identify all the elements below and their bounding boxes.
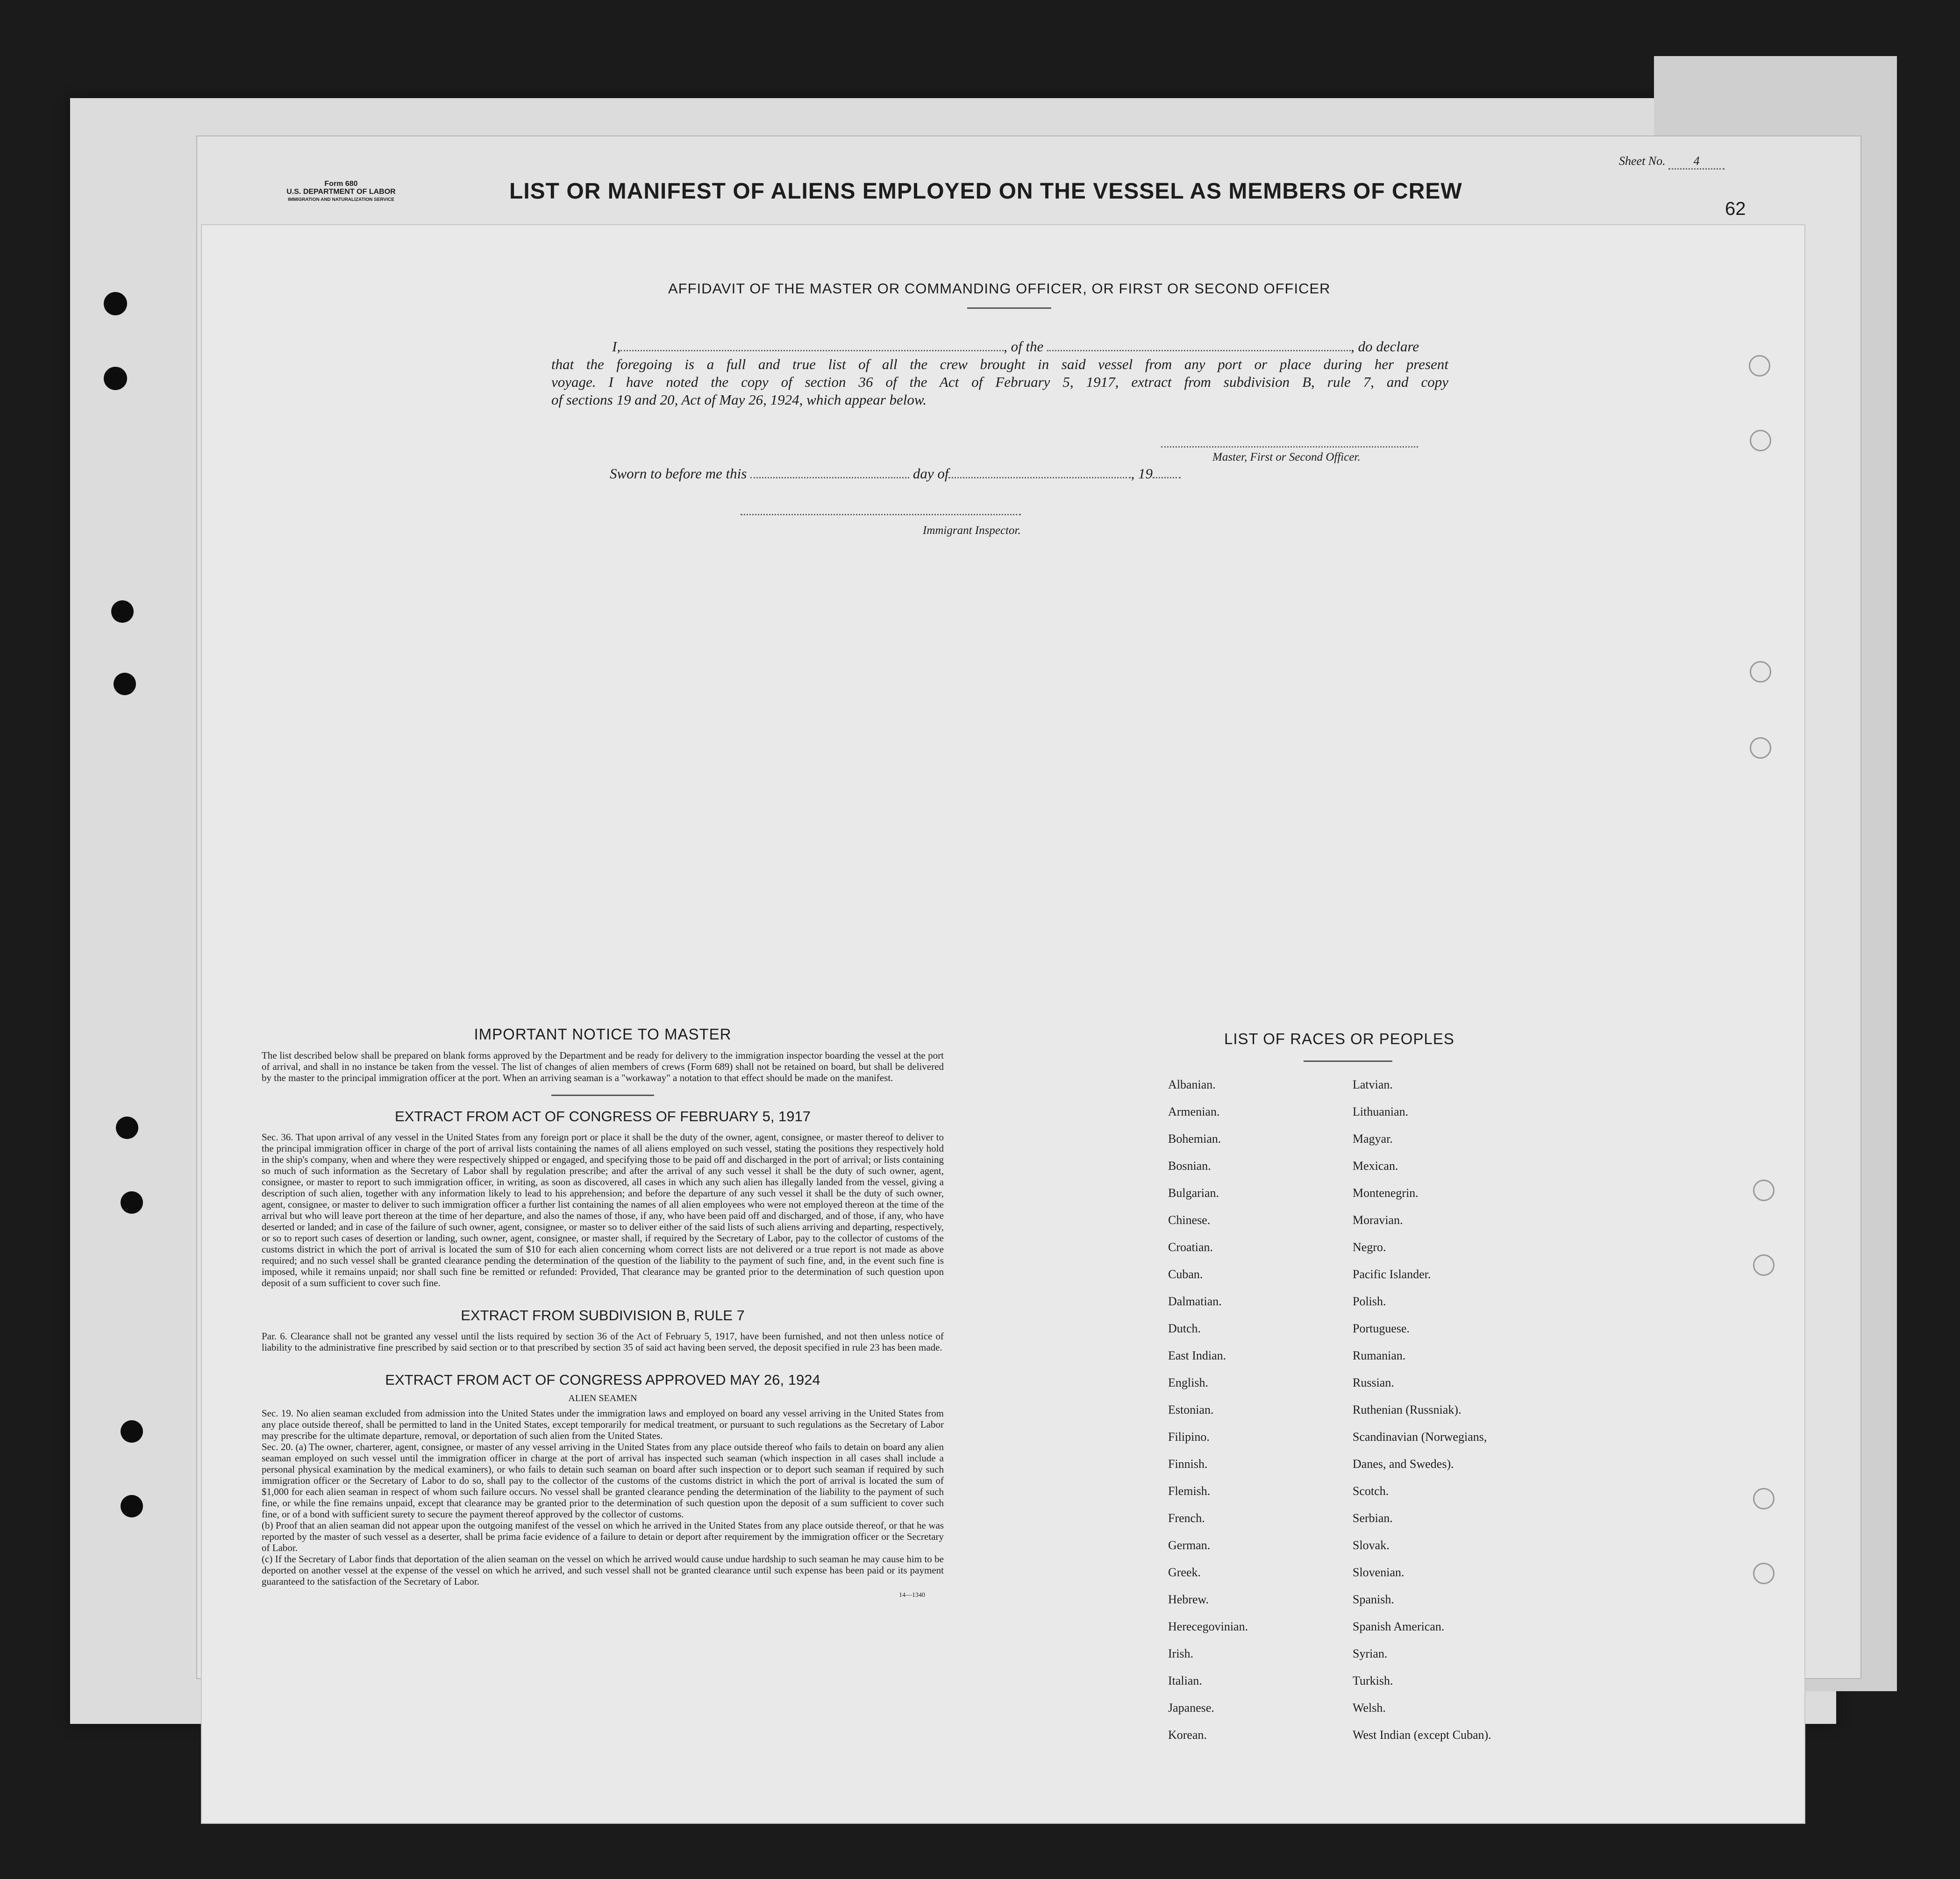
race-item: English.: [1168, 1376, 1208, 1389]
alien-seamen-subtitle: ALIEN SEAMEN: [568, 1393, 637, 1403]
races-column-1: [1168, 1071, 1248, 1749]
race-item: Croatian.: [1168, 1240, 1213, 1254]
extract-rule7-text: Par. 6. Clearance shall not be granted any vessel until the lists required by section 36 of the Act of February 5, 1917, have been furnished, and not then unless notice of liability to the administrative fine prescribed by said section or to that prescribed by section 35 of said act having been served, the deposit specified in rule 23 has been made.: [262, 1331, 944, 1353]
extract-1917-title: EXTRACT FROM ACT OF CONGRESS OF FEBRUARY 5, 1917: [394, 1108, 811, 1125]
legal-extracts: [262, 1025, 944, 1599]
race-item: Hebrew.: [1168, 1593, 1209, 1606]
divider: [551, 1095, 654, 1096]
race-item: Scotch.: [1353, 1484, 1389, 1498]
punch-hole: [116, 1117, 138, 1139]
race-item: Russian.: [1353, 1376, 1394, 1389]
affidavit-body: [551, 338, 1448, 409]
race-item: Danes, and Swedes).: [1353, 1457, 1454, 1471]
race-item: Magyar.: [1353, 1132, 1393, 1146]
notice-title: IMPORTANT NOTICE TO MASTER: [474, 1025, 732, 1043]
sheet-number-field: [1619, 154, 1725, 170]
affidavit-line-4: of sections 19 and 20, Act of May 26, 1924, which appear below.: [551, 391, 927, 408]
race-item: Korean.: [1168, 1728, 1207, 1742]
race-item: Portuguese.: [1353, 1322, 1410, 1335]
race-item: Filipino.: [1168, 1430, 1210, 1444]
punch-hole: [1753, 1180, 1775, 1201]
punch-hole: [1753, 1563, 1775, 1584]
race-item: Albanian.: [1168, 1078, 1216, 1091]
race-item: Finnish.: [1168, 1457, 1208, 1471]
master-signature-line: [1161, 446, 1418, 448]
race-item: Chinese.: [1168, 1213, 1211, 1227]
punch-hole: [114, 673, 136, 695]
punch-hole: [1750, 737, 1771, 759]
sheet-number-value: 4: [1668, 154, 1725, 170]
race-item: Flemish.: [1168, 1484, 1211, 1498]
vessel-name-field: [1047, 350, 1351, 351]
punch-hole: [121, 1191, 143, 1214]
manifest-title: LIST OR MANIFEST OF ALIENS EMPLOYED ON THE VESSEL AS MEMBERS OF CREW: [509, 179, 1462, 204]
department-name: U.S. DEPARTMENT OF LABOR: [286, 188, 396, 196]
race-item: German.: [1168, 1538, 1211, 1552]
race-item: Welsh.: [1353, 1701, 1386, 1715]
race-item: Syrian.: [1353, 1647, 1388, 1660]
race-item: Cuban.: [1168, 1267, 1203, 1281]
punch-hole: [104, 292, 127, 315]
extract-1924-title: EXTRACT FROM ACT OF CONGRESS APPROVED MAY 26, 1924: [385, 1372, 820, 1388]
punch-hole: [1750, 430, 1771, 451]
punch-hole: [1750, 661, 1771, 683]
race-item: Moravian.: [1353, 1213, 1403, 1227]
sworn-line: Sworn to before me this day of , 19: [610, 465, 1181, 482]
race-item: Polish.: [1353, 1295, 1386, 1308]
race-item: Negro.: [1353, 1240, 1386, 1254]
race-item: Serbian.: [1353, 1511, 1393, 1525]
races-title: LIST OF RACES OR PEOPLES: [1224, 1030, 1454, 1047]
races-column-2: [1353, 1071, 1491, 1749]
race-item: Rumanian.: [1353, 1349, 1406, 1362]
affidavit-line-3: voyage. I have noted the copy of section 36 of the Act of February 5, 1917, extract from subdivision B, rule 7, and copy: [551, 374, 1448, 390]
master-signature-label: Master, First or Second Officer.: [1212, 451, 1361, 463]
extract-1917-text: Sec. 36. That upon arrival of any vessel in the United States from any foreign port or place it shall be the duty of the owner, agent, consignee, or master thereof to deliver to the principal immigration officer in charge of the port of arrival lists containing the names of all aliens employed on such vessel, stating the positions they respectively hold in the ship's company, when and where they were respectively shipped or engaged, and specifying those to be paid off and discharged in the port of arrival; or lists containing so much of such information as the Secretary of Labor shall by regulation prescribe; and after the arrival of any such vessel it shall be the duty of such owner, agent, consignee, or master to report to such immigration officer, in writing, as soon as discovered, all cases in which any such alien has illegally landed from the vessel, giving a description of such alien, together with any information likely to lead to his apprehension; and before the departure of any such vessel it shall be the duty of such owner, agent, consignee, or master to deliver to such immigration officer a further list containing the names of all alien employees who were not employed thereon at the time of the arrival but who will leave port thereon at the time of her departure, and also the names of those, if any, who have been paid off and discharged, and of those, if any, who have deserted or landed; and in case of the failure of such owner, agent, consignee, or master so to deliver either of the said lists of such aliens arriving and departing, respectively, or so to report such cases of desertion or landing, such owner, agent, consignee, or master shall, if required by the Secretary of Labor, pay to the collector of customs of the customs district in which the port of arrival is located the sum of $10 for each alien concerning whom correct lists are not delivered or a true report is not made as above required; and no such vessel shall be granted clearance pending the determination of the question of the liability to the payment of such fine, and, in the event such fine is imposed, while it remains unpaid; nor shall such fine be remitted or refunded: Provided, That clearance may be granted prior to the determination of such question upon deposit of a sum sufficient to cover such fine.: [262, 1132, 944, 1288]
sworn-day-field: [750, 477, 909, 478]
punch-hole: [121, 1495, 143, 1517]
affidavit-title: AFFIDAVIT OF THE MASTER OR COMMANDING OFFICER, OR FIRST OR SECOND OFFICER: [668, 280, 1331, 297]
form-number: Form 680: [324, 180, 358, 188]
race-item: Ruthenian (Russniak).: [1353, 1403, 1461, 1416]
punch-hole: [104, 367, 127, 390]
extract-1924-sec20a: Sec. 20. (a) The owner, charterer, agent, consignee, or master of any vessel arriving in the United States from any place outside thereof who fails to detain on board any alien seaman employed on such vessel until the immigration officer in charge at the port of arrival has inspected such seaman (which inspection in all cases shall include a personal physical examination by the medical examiners), or who fails to detain such seaman on board after such inspection or to deport such seaman if required by such immigration officer or the Secretary of Labor to do so, shall pay to the collector of the customs of the customs district in which the port of arrival is located the sum of $1,000 for each alien seaman in respect of whom such failure occurs. No vessel shall be granted clearance pending the determination of the liability to the payment of such fine, or while the fine remains unpaid, except that clearance may be granted prior to the determination of such question upon the deposit of a sum sufficient to cover such fine, or of a bond with sufficient surety to secure the payment thereof approved by the collector of customs.: [262, 1441, 944, 1520]
race-item: Spanish.: [1353, 1593, 1394, 1606]
race-item: Dalmatian.: [1168, 1295, 1222, 1308]
race-item: Spanish American.: [1353, 1620, 1445, 1633]
race-item: Lithuanian.: [1353, 1105, 1409, 1118]
punch-hole: [1753, 1254, 1775, 1276]
sheet-number-label: Sheet No.: [1619, 154, 1666, 168]
race-item: Slovenian.: [1353, 1566, 1404, 1579]
race-item: Armenian.: [1168, 1105, 1220, 1118]
extract-1924-sec19: Sec. 19. No alien seaman excluded from admission into the United States under the immigration laws and employed on board any vessel arriving in the United States from any place outside thereof, shall be permitted to land in the United States, except temporarily for medical treatment, or pursuant to such regulations as the Secretary of Labor may prescribe for the ultimate departure, removal, or deportation of such alien from the United States.: [262, 1408, 944, 1441]
extract-1924-sec20b: (b) Proof that an alien seaman did not appear upon the outgoing manifest of the vessel on which he arrived in the United States from any place outside thereof, or that he was reported by the master of such vessel as a deserter, shall be prima facie evidence of a failure to detain or deport after requirement by the immigration officer or the Secretary of Labor.: [262, 1520, 944, 1553]
race-item: French.: [1168, 1511, 1205, 1525]
race-item: Dutch.: [1168, 1322, 1201, 1335]
extract-rule7-title: EXTRACT FROM SUBDIVISION B, RULE 7: [461, 1307, 745, 1324]
race-item: Latvian.: [1353, 1078, 1393, 1091]
page-number: 62: [1725, 199, 1746, 219]
race-item: East Indian.: [1168, 1349, 1226, 1362]
inspector-signature-label: Immigrant Inspector.: [923, 524, 1021, 537]
sworn-month-field: [948, 477, 1131, 478]
inspector-signature-line: [741, 514, 1021, 515]
race-item: Estonian.: [1168, 1403, 1214, 1416]
race-item: Italian.: [1168, 1674, 1202, 1687]
race-item: Turkish.: [1353, 1674, 1393, 1687]
race-item: Herecegovinian.: [1168, 1620, 1248, 1633]
race-item: Bohemian.: [1168, 1132, 1221, 1146]
punch-hole: [1749, 355, 1770, 377]
punch-hole: [1753, 1488, 1775, 1509]
declarant-name-field: [620, 350, 1004, 351]
form-header: [262, 180, 421, 204]
notice-text: The list described below shall be prepared on blank forms approved by the Department and be ready for delivery to the immigration inspector boarding the vessel at the port of arrival, and shall in no instance be taken from the vessel. The list of changes of alien members of crews (Form 689) shall not be retained on board, but shall be delivered by the master to the principal immigration officer at the port. When an arriving seaman is a "workaway" a notation to that effect should be made on the manifest.: [262, 1050, 944, 1083]
race-item: Scandinavian (Norwegians,: [1353, 1430, 1487, 1444]
race-item: Mexican.: [1353, 1159, 1398, 1173]
race-item: West Indian (except Cuban).: [1353, 1728, 1491, 1742]
race-item: Montenegrin.: [1353, 1186, 1418, 1200]
punch-hole: [111, 600, 134, 623]
service-name: IMMIGRATION AND NATURALIZATION SERVICE: [288, 197, 394, 202]
sworn-year-field: [1153, 477, 1181, 478]
race-item: Pacific Islander.: [1353, 1267, 1431, 1281]
divider: [1304, 1060, 1392, 1062]
race-item: Irish.: [1168, 1647, 1194, 1660]
race-item: Greek.: [1168, 1566, 1201, 1579]
extract-1924-sec20c: (c) If the Secretary of Labor finds that deportation of the alien seaman on the vessel on which he arrived would cause undue hardship to such seaman he may cause him to be deported on another vessel at the expense of the vessel on which he arrived, and such vessel shall not be granted clearance until such expense has been paid or its payment guaranteed to the satisfaction of the Secretary of Labor.: [262, 1553, 944, 1587]
race-item: Slovak.: [1353, 1538, 1390, 1552]
divider: [967, 307, 1051, 309]
race-item: Bosnian.: [1168, 1159, 1211, 1173]
punch-hole: [121, 1420, 143, 1443]
print-code: 14—1340: [899, 1592, 925, 1599]
race-item: Japanese.: [1168, 1701, 1214, 1715]
affidavit-line-1: I, , of the , do declare: [612, 338, 1419, 355]
affidavit-line-2: that the foregoing is a full and true list of all the crew brought in said vessel from any port or place during her present: [551, 356, 1448, 372]
race-item: Bulgarian.: [1168, 1186, 1219, 1200]
